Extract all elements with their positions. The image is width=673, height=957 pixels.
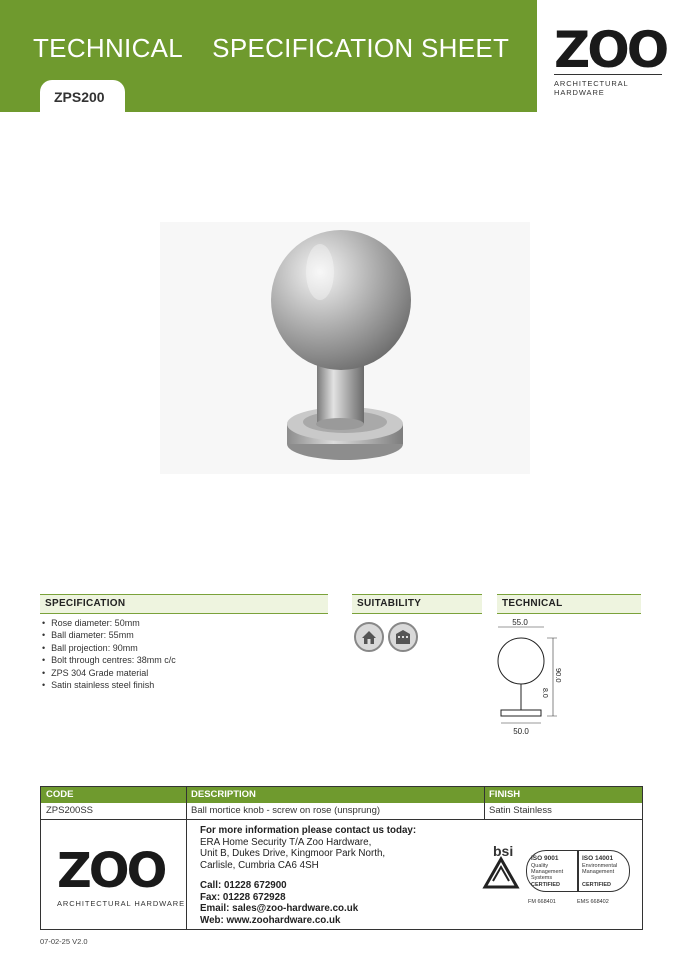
residential-door-icon (354, 622, 384, 652)
rose-width-label: 50.0 (513, 727, 529, 736)
email-link[interactable]: Email: sales@zoo-hardware.co.uk (200, 903, 359, 914)
contact-block (200, 825, 416, 926)
specification-heading: SPECIFICATION (40, 594, 328, 614)
description-cell: Ball mortice knob - screw on rose (unsprung) (191, 805, 381, 816)
call-number: Call: 01228 672900 (200, 880, 287, 891)
suitability-heading: SUITABILITY (352, 594, 482, 614)
code-header: CODE (46, 789, 74, 800)
zoo-logo: ZOO ARCHITECTURAL HARDWARE (554, 21, 667, 97)
product-code: ZPS200 (54, 89, 105, 105)
list-item: • Bolt through centres: 38mm c/c (42, 654, 176, 666)
list-item: • Ball projection: 90mm (42, 642, 176, 654)
code-cell: ZPS200SS (46, 805, 93, 816)
version-date: 07-02-25 V2.0 (40, 937, 88, 946)
product-photo (160, 222, 530, 474)
finish-cell: Satin Stainless (489, 805, 552, 816)
list-item: • Satin stainless steel finish (42, 679, 176, 691)
projection-label: 90.0 (554, 668, 563, 683)
rose-thickness-label: 8.0 (541, 688, 548, 698)
address-line: Carlisle, Cumbria CA6 4SH (200, 859, 319, 871)
logo-tagline: ARCHITECTURAL HARDWARE (554, 79, 629, 97)
bsi-label: bsi (493, 843, 514, 859)
technical-heading: TECHNICAL (497, 594, 641, 614)
table-header (41, 787, 642, 803)
list-item: • Rose diameter: 50mm (42, 617, 176, 629)
technical-drawing (495, 618, 565, 740)
commercial-door-icon (388, 622, 418, 652)
finish-header: FINISH (489, 789, 521, 800)
header-banner (0, 0, 537, 112)
description-header: DESCRIPTION (191, 789, 256, 800)
list-item: • Ball diameter: 55mm (42, 629, 176, 641)
ball-width-label: 55.0 (512, 618, 528, 627)
zoo-logo-footer: ZOO ARCHITECTURAL HARDWARE (57, 843, 186, 908)
product-code-tab (40, 80, 125, 112)
address-line: Unit B, Dukes Drive, Kingmoor Park North, (200, 848, 386, 859)
fm-number: FM 668401 (528, 899, 556, 905)
table-row (41, 803, 642, 820)
page-title: TECHNICAL SPECIFICATION SHEET (33, 33, 510, 63)
ems-number: EMS 668402 (577, 899, 609, 905)
contact-heading: For more information please contact us today: (200, 825, 417, 836)
website-link[interactable]: Web: www.zoohardware.co.uk (200, 914, 341, 926)
fax-number: Fax: 01228 672928 (200, 891, 286, 903)
product-table: CODE DESCRIPTION FINISH ZPS200SS Ball mortice knob - screw on rose (unsprung) Satin Stainless ZOO ARCHITECTURAL HARDWARE For more information please contact us today: ERA Home Security T/A Zoo Hardware, Unit B, Dukes Drive, Kingmoor Park North, Carlisle, Cumbria CA6 4SH Call: 01228 672900 Fax: 01228 672928 Email: sales@zoo-hardware.co.uk Web: www.zoohardware.co.uk bsi ISO 9001 Quality Management Systems CERTIFIED ISO 14001 Environmental Management CERTIFIED FM 668401 EMS 668402 (40, 786, 643, 930)
address-line: ERA Home Security T/A Zoo Hardware, (200, 836, 372, 848)
specification-list (42, 617, 176, 691)
list-item: • ZPS 304 Grade material (42, 667, 176, 679)
